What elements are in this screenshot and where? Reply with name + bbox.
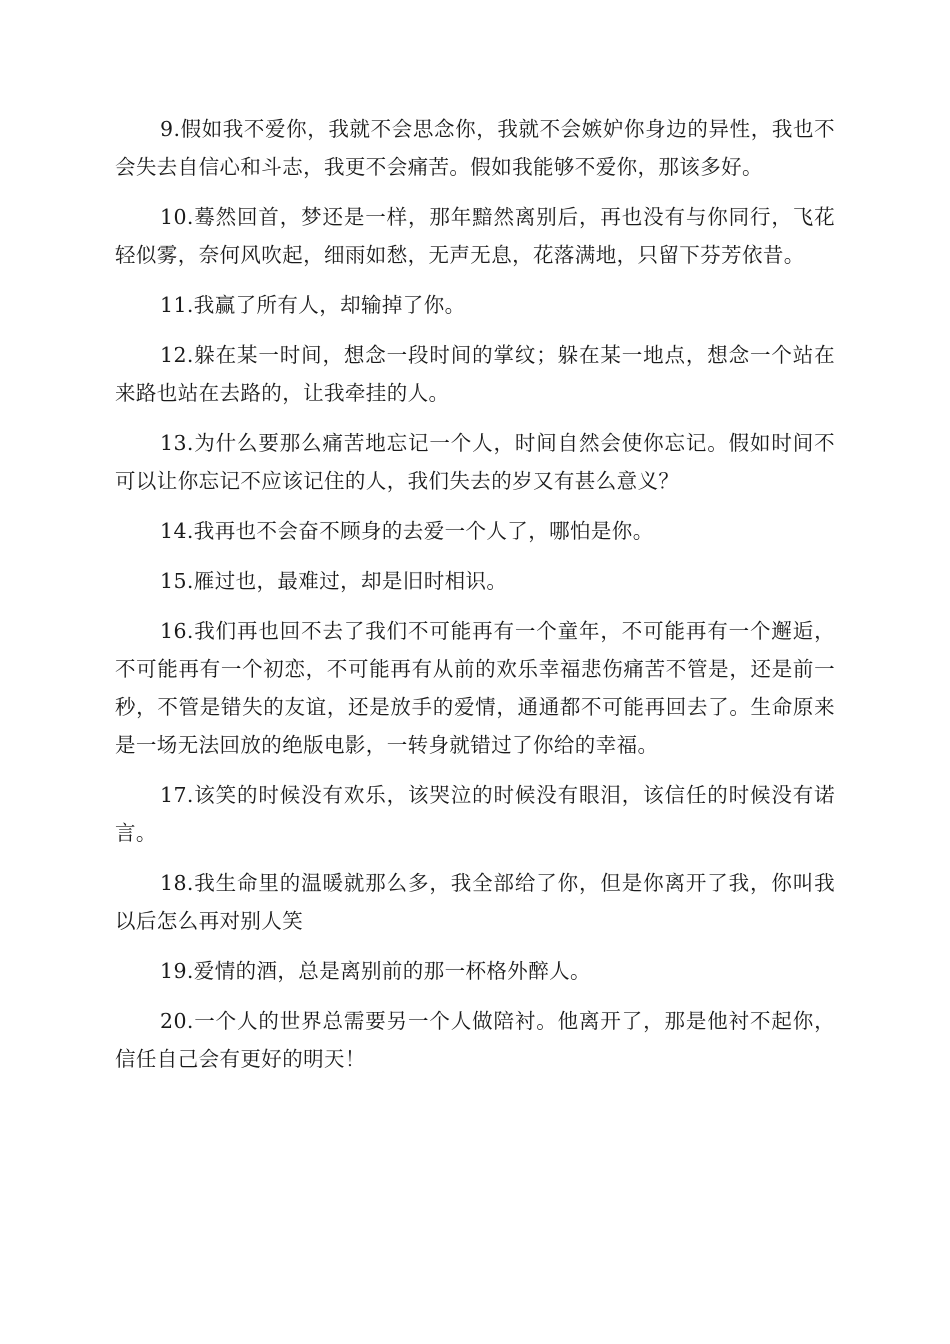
paragraph-12: 12.躲在某一时间，想念一段时间的掌纹；躲在某一地点，想念一个站在来路也站在去路的，让我牵挂的人。 (115, 343, 835, 405)
paragraph-19: 19.爱情的酒，总是离别前的那一杯格外醉人。 (160, 959, 591, 983)
paragraph-13: 13.为什么要那么痛苦地忘记一个人，时间自然会使你忘记。假如时间不可以让你忘记不应该记住的人，我们失去的岁又有甚么意义？ (115, 431, 835, 493)
paragraph-18: 18.我生命里的温暖就那么多，我全部给了你，但是你离开了我，你叫我以后怎么再对别人笑 (115, 871, 835, 933)
paragraph-11: 11.我赢了所有人，却输掉了你。 (160, 293, 466, 317)
paragraph-9: 9.假如我不爱你，我就不会思念你，我就不会嫉妒你身边的异性，我也不会失去自信心和斗志，我更不会痛苦。假如我能够不爱你，那该多好。 (115, 117, 835, 179)
paragraph-14: 14.我再也不会奋不顾身的去爱一个人了，哪怕是你。 (160, 519, 654, 543)
paragraph-16: 16.我们再也回不去了我们不可能再有一个童年，不可能再有一个邂逅，不可能再有一个初恋，不可能再有从前的欢乐幸福悲伤痛苦不管是，还是前一秒，不管是错失的友谊，还是放手的爱情，通通都不可能再回去了。生命原来是一场无法回放的绝版电影，一转身就错过了你给的幸福。 (115, 619, 835, 757)
paragraph-17: 17.该笑的时候没有欢乐，该哭泣的时候没有眼泪，该信任的时候没有诺言。 (115, 783, 835, 845)
document-body (115, 110, 835, 1090)
paragraph-10: 10.蓦然回首，梦还是一样，那年黯然离别后，再也没有与你同行，飞花轻似雾，奈何风吹起，细雨如愁，无声无息，花落满地，只留下芬芳依昔。 (115, 205, 835, 267)
paragraph-20: 20.一个人的世界总需要另一个人做陪衬。他离开了，那是他衬不起你，信任自己会有更好的明天！ (115, 1009, 835, 1071)
paragraph-15: 15.雁过也，最难过，却是旧时相识。 (160, 569, 508, 593)
